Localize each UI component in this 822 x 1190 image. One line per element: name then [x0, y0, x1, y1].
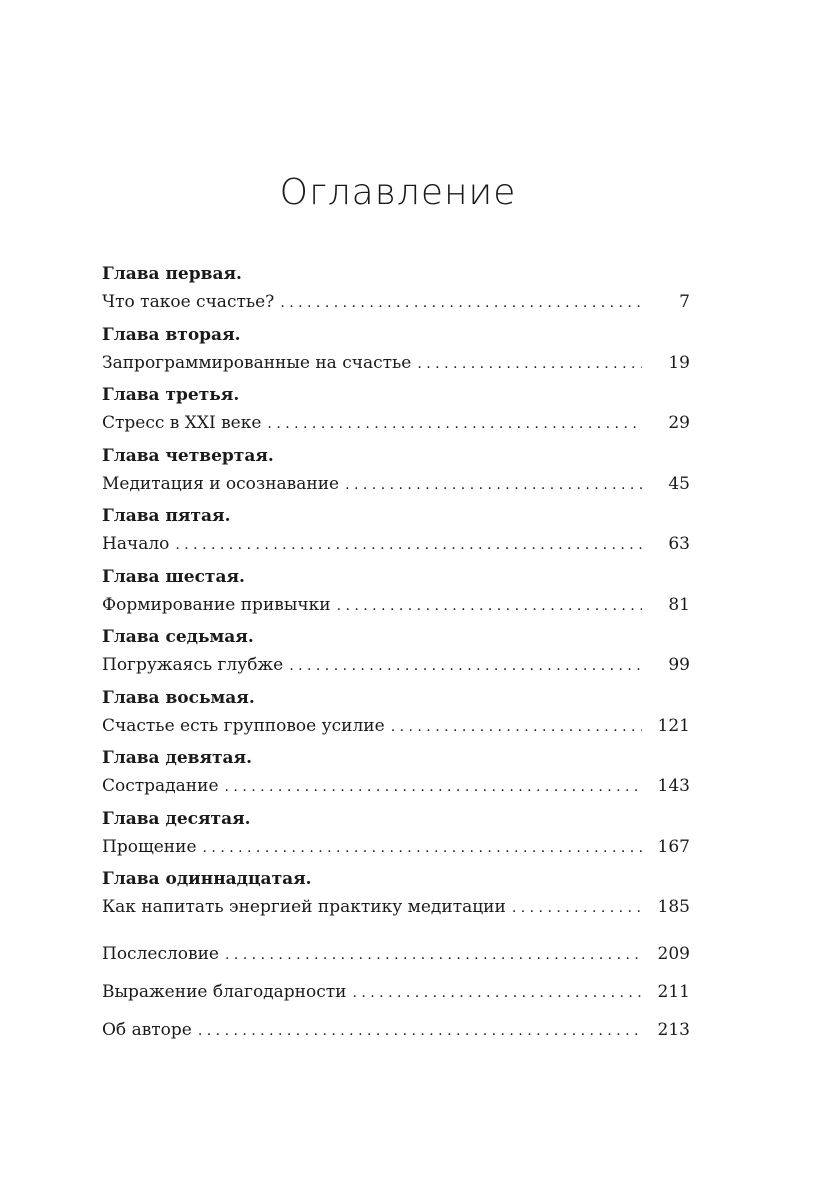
page-number: 81 — [668, 594, 690, 615]
page-number: 63 — [668, 534, 690, 554]
entry-title: Запрограммированные на счастье — [102, 352, 412, 373]
page-number: 211 — [657, 981, 690, 1002]
toc-chapter-8 — [102, 684, 690, 745]
dot-leader — [417, 350, 642, 378]
toc-chapter-5 — [102, 502, 690, 563]
entry-title: Прощение — [102, 836, 197, 857]
chapter-heading: Глава седьмая. — [102, 627, 254, 647]
chapter-heading: Глава пятая. — [102, 506, 231, 526]
page-number: 29 — [668, 413, 690, 433]
toc-entry[interactable] — [102, 712, 690, 740]
toc-chapter-7 — [102, 623, 690, 684]
page-number: 167 — [657, 836, 690, 857]
page-number: 99 — [668, 655, 690, 675]
toc-chapter-2 — [102, 321, 690, 382]
page-title: Оглавление — [279, 172, 517, 213]
toc-entry[interactable] — [102, 893, 690, 921]
entry-title: Стресс в XXI веке — [102, 413, 262, 433]
entry-title: Медитация и осознавание — [102, 473, 340, 494]
page-number: 45 — [668, 473, 690, 494]
page-number: 209 — [657, 943, 690, 964]
entry-title: Счастье есть групповое усилие — [102, 715, 385, 736]
table-of-contents — [102, 260, 690, 1049]
toc-entry-about-author[interactable] — [102, 1011, 690, 1049]
toc-chapter-1 — [102, 260, 690, 321]
back-matter — [102, 935, 690, 1049]
entry-title: Как напитать энергией практику медитации — [102, 897, 506, 917]
page-number: 7 — [679, 292, 690, 312]
toc-entry[interactable] — [102, 530, 690, 558]
toc-chapter-6 — [102, 563, 690, 624]
toc-entry[interactable] — [102, 772, 690, 800]
dot-leader — [352, 974, 642, 1012]
chapter-heading: Глава четвертая. — [102, 445, 274, 466]
dot-leader — [337, 592, 642, 620]
toc-chapter-4 — [102, 442, 690, 503]
dot-leader — [289, 652, 642, 680]
toc-entry[interactable] — [102, 833, 690, 861]
entry-title: Начало — [102, 534, 170, 554]
entry-title: Что такое счастье? — [102, 292, 275, 312]
chapter-heading: Глава девятая. — [102, 748, 253, 768]
chapter-heading: Глава вторая. — [102, 324, 241, 345]
toc-chapter-11 — [102, 865, 690, 926]
dot-leader — [225, 936, 642, 974]
dot-leader — [512, 894, 642, 922]
entry-title: Сострадание — [102, 776, 219, 796]
chapter-heading: Глава шестая. — [102, 566, 245, 587]
dot-leader — [225, 773, 642, 801]
toc-chapter-3 — [102, 381, 690, 442]
entry-title: Погружаясь глубже — [102, 655, 284, 675]
page-number: 185 — [657, 897, 690, 917]
page-number: 213 — [657, 1019, 690, 1040]
dot-leader — [267, 410, 642, 438]
page-number: 143 — [657, 776, 690, 796]
toc-entry[interactable] — [102, 349, 690, 377]
entry-title: Об авторе — [102, 1019, 192, 1040]
chapter-heading: Глава восьмая. — [102, 687, 255, 708]
toc-entry-acknowledgements[interactable] — [102, 973, 690, 1011]
toc-entry[interactable] — [102, 651, 690, 679]
toc-entry[interactable] — [102, 288, 690, 316]
dot-leader — [391, 713, 642, 741]
dot-leader — [175, 531, 642, 559]
chapter-heading: Глава одиннадцатая. — [102, 869, 312, 889]
chapter-heading: Глава первая. — [102, 264, 242, 284]
dot-leader — [280, 289, 642, 317]
page-number: 121 — [657, 715, 690, 736]
chapter-heading: Глава десятая. — [102, 808, 251, 829]
toc-entry[interactable] — [102, 470, 690, 498]
entry-title: Выражение благодарности — [102, 981, 347, 1002]
toc-entry[interactable] — [102, 591, 690, 619]
chapter-heading: Глава третья. — [102, 385, 240, 405]
entry-title: Послесловие — [102, 943, 219, 964]
entry-title: Формирование привычки — [102, 594, 331, 615]
toc-chapter-9 — [102, 744, 690, 805]
page-number: 19 — [668, 352, 690, 373]
toc-chapter-10 — [102, 805, 690, 866]
dot-leader — [198, 1012, 642, 1050]
dot-leader — [203, 834, 642, 862]
dot-leader — [345, 471, 642, 499]
toc-entry-afterword[interactable] — [102, 935, 690, 973]
toc-entry[interactable] — [102, 409, 690, 437]
